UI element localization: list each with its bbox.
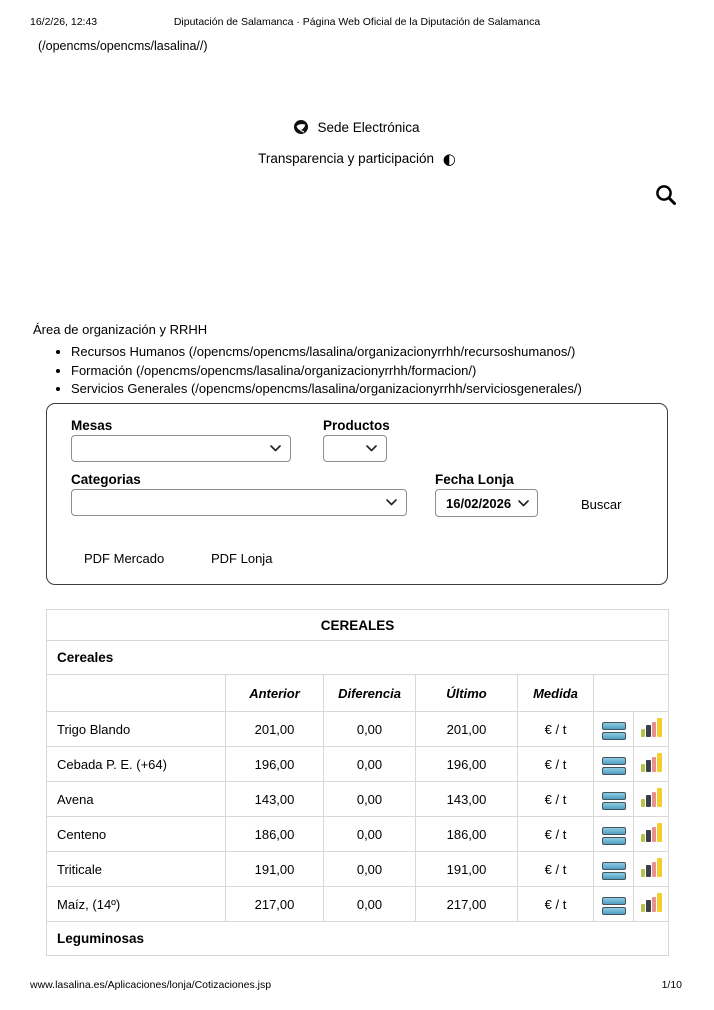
chevron-down-icon — [270, 445, 281, 452]
ultimo-value: 186,00 — [416, 817, 518, 852]
diferencia-value: 0,00 — [324, 817, 416, 852]
medida-value: € / t — [518, 852, 594, 887]
chevron-down-icon — [518, 500, 529, 507]
anterior-value: 191,00 — [226, 852, 324, 887]
buscar-button[interactable]: Buscar — [581, 497, 622, 512]
fecha-lonja-select[interactable] — [435, 489, 538, 517]
search-icon[interactable] — [654, 183, 678, 207]
diferencia-value: 0,00 — [324, 782, 416, 817]
diferencia-value: 0,00 — [324, 887, 416, 922]
product-name: Avena — [47, 782, 226, 817]
group-header-row — [47, 641, 669, 675]
price-chart-icon[interactable] — [641, 893, 662, 912]
column-header-ultimo: Último — [416, 675, 518, 712]
column-header-medida: Medida — [518, 675, 594, 712]
anterior-value: 217,00 — [226, 887, 324, 922]
anterior-value: 201,00 — [226, 712, 324, 747]
categorias-select[interactable] — [71, 489, 407, 516]
ultimo-value: 201,00 — [416, 712, 518, 747]
chevron-down-icon — [386, 499, 397, 506]
nav-link-servicios-generales[interactable]: • Servicios Generales (/opencms/opencms/lasalina/organizacionyrrhh/serviciosgenerales/) — [71, 381, 582, 396]
price-table-icon[interactable] — [602, 722, 626, 740]
medida-value: € / t — [518, 782, 594, 817]
table-title: CEREALES — [47, 610, 669, 641]
group-header-row — [47, 922, 669, 956]
product-name: Triticale — [47, 852, 226, 887]
table-row — [47, 817, 669, 852]
product-name: Maíz, (14º) — [47, 887, 226, 922]
price-chart-icon[interactable] — [641, 858, 662, 877]
document-title: Diputación de Salamanca · Página Web Oficial de la Diputación de Salamanca — [173, 16, 541, 28]
column-header-row — [47, 675, 669, 712]
medida-value: € / t — [518, 887, 594, 922]
price-chart-icon[interactable] — [641, 718, 662, 737]
section-nav — [33, 322, 582, 400]
page-number: 1/10 — [661, 979, 682, 991]
column-header-anterior: Anterior — [226, 675, 324, 712]
price-chart-icon[interactable] — [641, 753, 662, 772]
anterior-value: 196,00 — [226, 747, 324, 782]
nav-link-formacion[interactable]: • Formación (/opencms/opencms/lasalina/organizacionyrrhh/formacion/) — [71, 363, 582, 378]
transparencia-link[interactable]: Transparencia y participación — [258, 151, 434, 166]
table-title-row — [47, 610, 669, 641]
table-row — [47, 712, 669, 747]
anterior-value: 143,00 — [226, 782, 324, 817]
productos-label: Productos — [323, 418, 390, 433]
cotizaciones-table — [46, 609, 669, 956]
pdf-lonja-link[interactable]: PDF Lonja — [211, 551, 273, 566]
price-chart-icon[interactable] — [641, 823, 662, 842]
product-name: Centeno — [47, 817, 226, 852]
pdf-mercado-link[interactable]: PDF Mercado — [84, 551, 165, 566]
medida-value: € / t — [518, 712, 594, 747]
productos-select[interactable] — [323, 435, 387, 462]
column-header-product — [47, 675, 226, 712]
nav-section-title: Área de organización y RRHH — [33, 322, 208, 337]
mesas-label: Mesas — [71, 418, 113, 433]
fecha-lonja-label: Fecha Lonja — [435, 472, 514, 487]
column-header-diferencia: Diferencia — [324, 675, 416, 712]
diferencia-value: 0,00 — [324, 852, 416, 887]
transparencia-row — [0, 150, 714, 168]
price-table-icon[interactable] — [602, 897, 626, 915]
ultimo-value: 217,00 — [416, 887, 518, 922]
nav-link-recursos-humanos[interactable]: • Recursos Humanos (/opencms/opencms/lasalina/organizacionyrrhh/recursoshumanos/) — [71, 344, 582, 359]
product-name: Trigo Blando — [47, 712, 226, 747]
ultimo-value: 196,00 — [416, 747, 518, 782]
globe-icon — [294, 120, 308, 137]
contrast-icon[interactable]: ◐ — [442, 150, 456, 168]
mesas-select[interactable] — [71, 435, 291, 462]
price-table-icon[interactable] — [602, 862, 626, 880]
diferencia-value: 0,00 — [324, 712, 416, 747]
categorias-label: Categorias — [71, 472, 141, 487]
column-header-actions — [594, 675, 669, 712]
diferencia-value: 0,00 — [324, 747, 416, 782]
anterior-value: 186,00 — [226, 817, 324, 852]
price-table-icon[interactable] — [602, 792, 626, 810]
filter-panel — [46, 403, 668, 585]
medida-value: € / t — [518, 817, 594, 852]
home-link[interactable]: (/opencms/opencms/lasalina//) — [38, 39, 208, 53]
fecha-selected-value: 16/02/2026 — [446, 495, 512, 511]
table-row — [47, 887, 669, 922]
table-row — [47, 782, 669, 817]
sede-electronica-row — [0, 120, 714, 137]
table-row — [47, 747, 669, 782]
table-row — [47, 852, 669, 887]
price-table-icon[interactable] — [602, 827, 626, 845]
ultimo-value: 191,00 — [416, 852, 518, 887]
medida-value: € / t — [518, 747, 594, 782]
group-title: Leguminosas — [47, 922, 669, 956]
price-table-icon[interactable] — [602, 757, 626, 775]
price-chart-icon[interactable] — [641, 788, 662, 807]
footer-url: www.lasalina.es/Aplicaciones/lonja/Cotizaciones.jsp — [30, 979, 272, 991]
group-title: Cereales — [47, 641, 669, 675]
sede-electronica-link[interactable]: Sede Electrónica — [317, 120, 420, 135]
print-timestamp: 16/2/26, 12:43 — [30, 16, 98, 28]
chevron-down-icon — [366, 445, 377, 452]
ultimo-value: 143,00 — [416, 782, 518, 817]
product-name: Cebada P. E. (+64) — [47, 747, 226, 782]
nav-list — [33, 344, 582, 396]
